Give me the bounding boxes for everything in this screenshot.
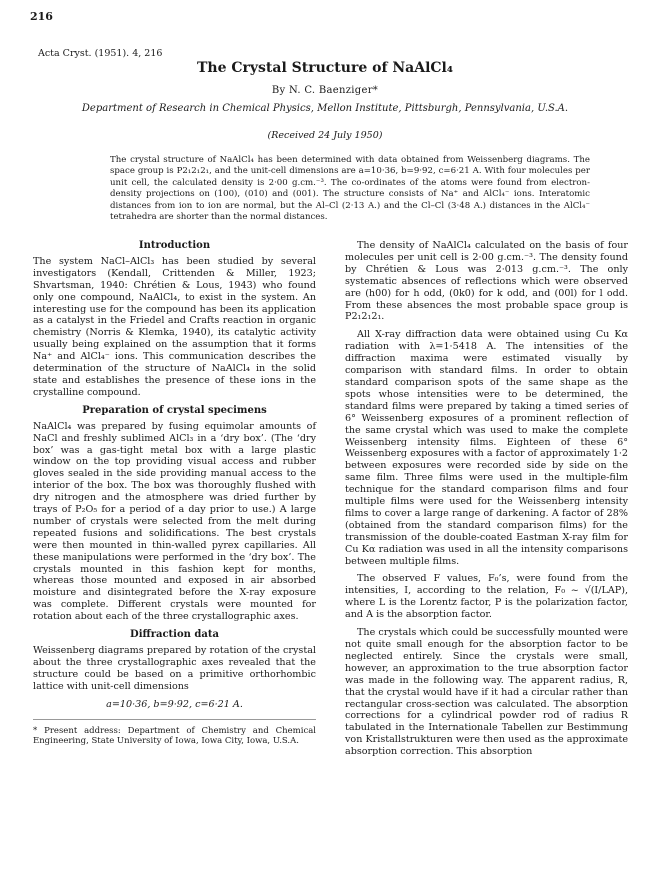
paragraph-absorption: The crystals which could be successfully mounted were not quite small enough for the absorption factor to be neglected entirely. Since the crystals were small, however, an approximation to the true absorption factor was made in the following way. The apparent radius, R, that the crystal would have if it had a circular rather than rectangular cross-section was calculated. The absorption corrections for a cylindrical powder rod of radius R tabulated in the Internationale Tabellen zur Bestimmung von Kristallstrukturen were then used as the approximate absorption correction. This absorption: [345, 627, 628, 758]
journal-reference: Acta Cryst. (1951). 4, 216: [38, 48, 163, 59]
paragraph-diffraction: Weissenberg diagrams prepared by rotation of the crystal about the three crystallographic axes revealed that the structure could be based on a primitive orthorhombic lattice with unit-cell dimensions: [33, 645, 316, 692]
right-column: [345, 240, 628, 764]
section-heading-preparation: Preparation of crystal specimens: [82, 404, 267, 416]
unit-cell-equation: a=10·36, b=9·92, c=6·21 A.: [106, 698, 243, 710]
paragraph-introduction: The system NaCl–AlCl₃ has been studied by several investigators (Kendall, Crittenden & Miller, 1923; Shvartsman, 1940: Chrétien & Lous, 1943) who found only one compound, NaAlCl₄, to exist in the system. An interesting use for the compound has been its application as a catalyst in the Friedel and Crafts reaction in organic chemistry (Norris & Klemka, 1940), its catalytic activity usually being explained on the assumption that it forms Na⁺ and AlCl₄⁻ ions. This communication describes the determination of the structure of NaAlCl₄ in the solid state and establishes the presence of these ions in the crystalline compound.: [33, 255, 316, 398]
paragraph-density: The density of NaAlCl₄ calculated on the basis of four molecules per unit cell is 2·00 g.cm.⁻³. The density found by Chrétien & Lous was 2·013 g.cm.⁻³. The only systematic absences of reflections which were observed are (h00) for h odd, (0k0) for k odd, and (00l) for l odd. From these absences the most probable space group is P2₁2₁2₁.: [345, 240, 628, 323]
abstract: The crystal structure of NaAlCl₄ has been determined with data obtained from Weissenberg diagrams. The space group is P2₁2₁2₁, and the unit-cell dimensions are a=10·36, b=9·92, c=6·21 A. With four molecules per unit cell, the calculated density is 2·00 g.cm.⁻³. The co-ordinates of the atoms were found from electron-density projections on (100), (010) and (001). The structure consists of Na⁺ and AlCl₄⁻ ions. Interatomic distances from ion to ion are normal, but the Al–Cl (2·13 A.) and the Cl–Cl (3·48 A.) distances in the AlCl₄⁻ tetrahedra are shorter than the normal distances.: [110, 155, 590, 223]
author-line: By N. C. Baenziger*: [271, 85, 379, 96]
received-date: (Received 24 July 1950): [267, 130, 383, 141]
paragraph-preparation: NaAlCl₄ was prepared by fusing equimolar amounts of NaCl and freshly sublimed AlCl₃ in a ‘dry box’. (The ‘dry box’ was a gas-tight metal box with a large plastic window on the top providing visual access and rubber gloves sealed in the side providing manual access to the interior of the box. The box was thoroughly flushed with dry nitrogen and the atmosphere was dried further by trays of P₂O₅ for a period of a day prior to use.) A large number of crystals were selected from the melt during repeated fusions and solidifications. The best crystals were then mounted in thin-walled pyrex capillaries. All these manipulations were performed in the ‘dry box’. The crystals mounted in this fashion kept for months, whereas those mounted and exposed in air absorbed moisture and disintegrated before the X-ray exposure was complete. Different crystals were mounted for rotation about each of the three crystallographic axes.: [33, 420, 316, 623]
paragraph-observed-f: The observed F values, F₀’s, were found from the intensities, I, according to the relation, F₀ ~ √(I/LAP), where L is the Lorentz factor, P is the polarization factor, and A is the absorption factor.: [345, 573, 628, 621]
affiliation: Department of Research in Chemical Physics, Mellon Institute, Pittsburgh, Pennsylvania, U.S.A.: [81, 103, 569, 114]
article-title: The Crystal Structure of NaAlCl₄: [197, 60, 453, 76]
footnote: * Present address: Department of Chemistry and Chemical Engineering, State University of Iowa, Iowa City, Iowa, U.S.A.: [33, 719, 316, 746]
section-heading-diffraction: Diffraction data: [130, 629, 219, 641]
left-column: [33, 240, 316, 746]
section-heading-introduction: Introduction: [138, 240, 211, 251]
paragraph-xray-data: All X-ray diffraction data were obtained using Cu Kα radiation with λ=1·5418 A. The intensities of the diffraction maxima were estimated visually by comparison with standard films. In order to obtain standard comparison spots of the same shape as the spots whose intensities were to be determined, the standard films were prepared by taking a timed series of 6° Weissenberg exposures of a prominent reflection of the same crystal which was used to make the complete Weissenberg intensity films. Eighteen of these 6° Weissenberg exposures with a factor of approximately 1·2 between exposures were recorded side by side on the same film. Three films were used in the multiple-film technique for the standard comparison films and four multiple films were used for the Weissenberg intensity films to cover a large range of darkening. A factor of 28% (obtained from the standard comparison films) for the transmission of the double-coated Eastman X-ray film for Cu Kα radiation was used in all the intensity comparisons between multiple films.: [345, 329, 628, 567]
page-number: 216: [30, 10, 53, 23]
